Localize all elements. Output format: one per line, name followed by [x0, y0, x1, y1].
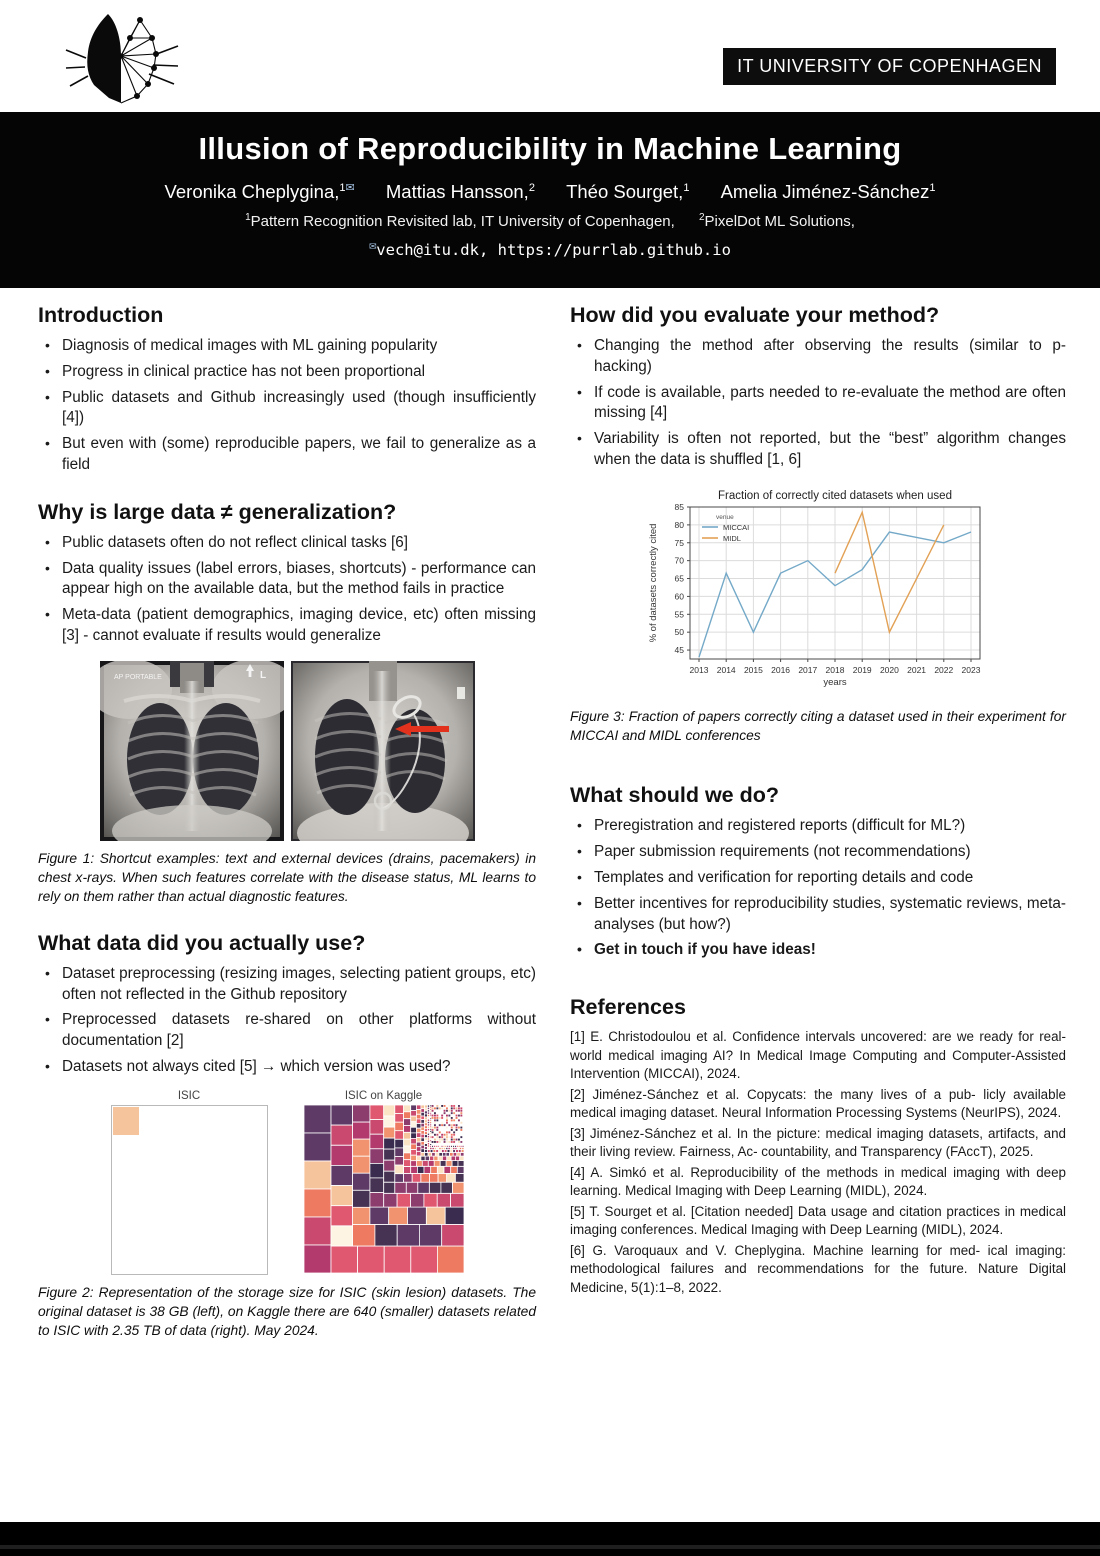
bullet-item: • Variability is often not reported, but the “best” algorithm changes when the data is shuffled [1, 6]	[570, 429, 1066, 471]
author: Veronika Cheplygina,$^{1✉}$	[164, 181, 355, 203]
svg-text:2022: 2022	[934, 664, 954, 675]
svg-text:years: years	[823, 676, 847, 688]
contact-email[interactable]: vech@itu.dk,	[376, 241, 489, 260]
section-title-references: References	[570, 995, 686, 1020]
reference-item: [6] G. Varoquaux and V. Cheplygina. Machine learning for med- ical imaging: methodological failures and recommendations for the future. Nature Digital Medicine, 5(1):1–8, 2022.	[570, 1242, 1066, 1295]
figure2-caption: Figure 2: Representation of the storage size for ISIC (skin lesion) datasets. The original dataset is 38 GB (left), on Kaggle there are 640 (smaller) datasets related to ISIC with 2.35 TB of data (right). May 2024.	[38, 1284, 536, 1339]
bullet-item: • Changing the method after observing the results (similar to p-hacking)	[570, 336, 1066, 378]
bullet-item: • Better incentives for reproducibility studies, systematic reviews, meta-analyses (but how?)	[570, 894, 1066, 936]
author-list	[0, 181, 1100, 203]
bullet-item: • Datasets not always cited [5] → which version was used?	[38, 1057, 536, 1078]
left-column	[38, 293, 536, 1343]
footer-stripe	[0, 1545, 1100, 1549]
bullet-item: • Templates and verification for reporting details and code	[570, 868, 1066, 889]
chest-xray-right-image	[291, 661, 475, 841]
reference-item: [2] Jiménez-Sánchez et al. Copycats: the many lives of a pub- licly available medical imaging dataset. Neural Information Processing Systems (NeurIPS), 2024.	[570, 1086, 1066, 1121]
svg-text:60: 60	[674, 591, 684, 602]
svg-text:55: 55	[674, 609, 684, 620]
bullet-item: • Data quality issues (label errors, biases, shortcuts) - performance can appear high on the available data, but the method fails in practice	[38, 559, 536, 601]
figure3-caption: Figure 3: Fraction of papers correctly citing a dataset used in their experiment for MICCAI and MIDL conferences	[570, 708, 1066, 744]
what-should-bullets	[570, 816, 1066, 961]
svg-text:2019: 2019	[852, 664, 872, 675]
chest-xray-left-image	[100, 661, 284, 841]
svg-text:MICCAI: MICCAI	[723, 522, 750, 532]
svg-text:2017: 2017	[798, 664, 818, 675]
isic-38gb-square	[113, 1107, 139, 1135]
bullet-item: • Meta-data (patient demographics, imaging device, etc) often missing [3] - cannot evaluate if results would generalize	[38, 605, 536, 647]
svg-text:Fraction of correctly cited da: Fraction of correctly cited datasets when used	[718, 489, 952, 502]
bullet-item: • Public datasets and Github increasingly used (though insufficiently [4])	[38, 388, 536, 430]
what-data-bullets	[38, 964, 536, 1078]
bullet-item: • Paper submission requirements (not recommendations)	[570, 842, 1066, 863]
introduction-bullets	[38, 336, 536, 476]
isic-treemap-title: ISIC	[177, 1089, 201, 1102]
affiliation-list	[0, 212, 1100, 230]
film-marker	[457, 687, 465, 699]
svg-text:65: 65	[674, 573, 684, 584]
why-bullets	[38, 533, 536, 647]
xray-ap-portable-label: AP PORTABLE	[113, 673, 162, 681]
author: Mattias Hansson,$^2$	[385, 181, 535, 203]
reference-item: [1] E. Christodoulou et al. Confidence intervals uncovered: are we ready for real-world medical imaging AI? In Medical Image Computing and Computer-Assisted Intervention (MICCAI), 2024.	[570, 1029, 1066, 1082]
svg-text:MIDL: MIDL	[723, 533, 741, 543]
isic-treemap	[111, 1105, 268, 1275]
lab-url[interactable]: https://purrlab.github.io	[497, 241, 731, 260]
svg-text:2015: 2015	[743, 664, 763, 675]
reference-item: [4] A. Simkó et al. Reproducibility of the methods in medical imaging with deep learning. Medical Imaging with Deep Learning (MIDL), 2024.	[570, 1164, 1066, 1199]
envelope-icon: ✉	[369, 238, 377, 253]
svg-text:75: 75	[674, 537, 684, 548]
figure2-treemaps	[38, 1090, 536, 1275]
purrlab-cat-network-logo	[44, 8, 204, 108]
how-evaluate-bullets	[570, 336, 1066, 471]
figure3-chart	[570, 487, 1066, 699]
contact-line	[0, 238, 1100, 259]
svg-text:50: 50	[674, 626, 684, 637]
top-band	[0, 0, 1100, 112]
bullet-item: • Diagnosis of medical images with ML gaining popularity	[38, 336, 536, 357]
svg-text:85: 85	[674, 501, 684, 512]
affiliation: $^1$Pattern Recognition Revisited lab, IT University of Copenhagen,	[245, 212, 675, 231]
page-title: Illusion of Reproducibility in Machine Learning	[198, 131, 902, 166]
bullet-item: • Dataset preprocessing (resizing images, selecting patient groups, etc) often not reflected in the Github repository	[38, 964, 536, 1006]
kaggle-treemap-wrap	[304, 1090, 464, 1275]
section-title-what-data: What data did you actually use?	[38, 930, 366, 955]
bullet-item: • Public datasets often do not reflect clinical tasks [6]	[38, 533, 536, 554]
section-title-what-should: What should we do?	[570, 783, 780, 808]
svg-text:2020: 2020	[879, 664, 899, 675]
bullet-item: • Preprocessed datasets re-shared on other platforms without documentation [2]	[38, 1010, 536, 1052]
bullet-item: • Progress in clinical practice has not been proportional	[38, 362, 536, 383]
bullet-item: • Preregistration and registered reports (difficult for ML?)	[570, 816, 1066, 837]
envelope-icon: ✉	[345, 182, 355, 194]
svg-text:venue: venue	[716, 513, 734, 521]
xray-side-marker: L	[259, 669, 266, 681]
kaggle-treemap-title: ISIC on Kaggle	[344, 1089, 423, 1102]
right-column	[570, 293, 1066, 1299]
figure1-caption: Figure 1: Shortcut examples: text and external devices (drains, pacemakers) in chest x-rays. When such features correlate with the disease status, ML learns to rely on them rather than actual diagnostic features.	[38, 850, 536, 905]
footer-bar	[0, 1522, 1100, 1556]
isic-treemap-wrap	[111, 1090, 268, 1275]
svg-text:2014: 2014	[716, 664, 736, 675]
affiliation: $^2$PixelDot ML Solutions,	[698, 212, 855, 231]
reference-list	[570, 1028, 1066, 1297]
svg-text:80: 80	[674, 519, 684, 530]
svg-text:70: 70	[674, 555, 684, 566]
svg-text:2021: 2021	[907, 664, 927, 675]
section-title-introduction: Introduction	[38, 303, 164, 327]
svg-text:% of datasets correctly cited: % of datasets correctly cited	[648, 523, 659, 643]
author: Théo Sourget,$^1$	[566, 181, 690, 203]
svg-text:2023: 2023	[961, 664, 981, 675]
section-title-why-large-data: Why is large data ≠ generalization?	[38, 499, 397, 524]
svg-text:2016: 2016	[771, 664, 791, 675]
svg-text:2013: 2013	[689, 664, 709, 675]
isic-on-kaggle-treemap	[304, 1105, 464, 1273]
author: Amelia Jiménez-Sánchez$^1$	[720, 181, 936, 203]
svg-text:2018: 2018	[825, 664, 845, 675]
svg-text:45: 45	[674, 644, 684, 655]
figure1-xray-images	[38, 661, 536, 841]
content-area	[0, 287, 1100, 1522]
poster-header	[0, 112, 1100, 288]
bullet-item: • But even with (some) reproducible papers, we fail to generalize as a field	[38, 434, 536, 476]
reference-item: [5] T. Sourget et al. [Citation needed] Data usage and citation practices in medical imaging conferences. Medical Imaging with Deep Learning (MIDL), 2024.	[570, 1203, 1066, 1238]
citation-line-chart	[644, 487, 992, 699]
bullet-item: • If code is available, parts needed to re-evaluate the method are often missing [4]	[570, 383, 1066, 425]
reference-item: [3] Jiménez-Sánchez et al. In the picture: medical imaging datasets, artifacts, and their living review. Fairness, Ac- countability, and Transparency (FAccT), 2025.	[570, 1125, 1066, 1160]
university-badge: IT UNIVERSITY OF COPENHAGEN	[723, 48, 1056, 85]
bullet-item: • Get in touch if you have ideas!	[570, 940, 1066, 961]
section-title-how-evaluate: How did you evaluate your method?	[570, 303, 940, 327]
